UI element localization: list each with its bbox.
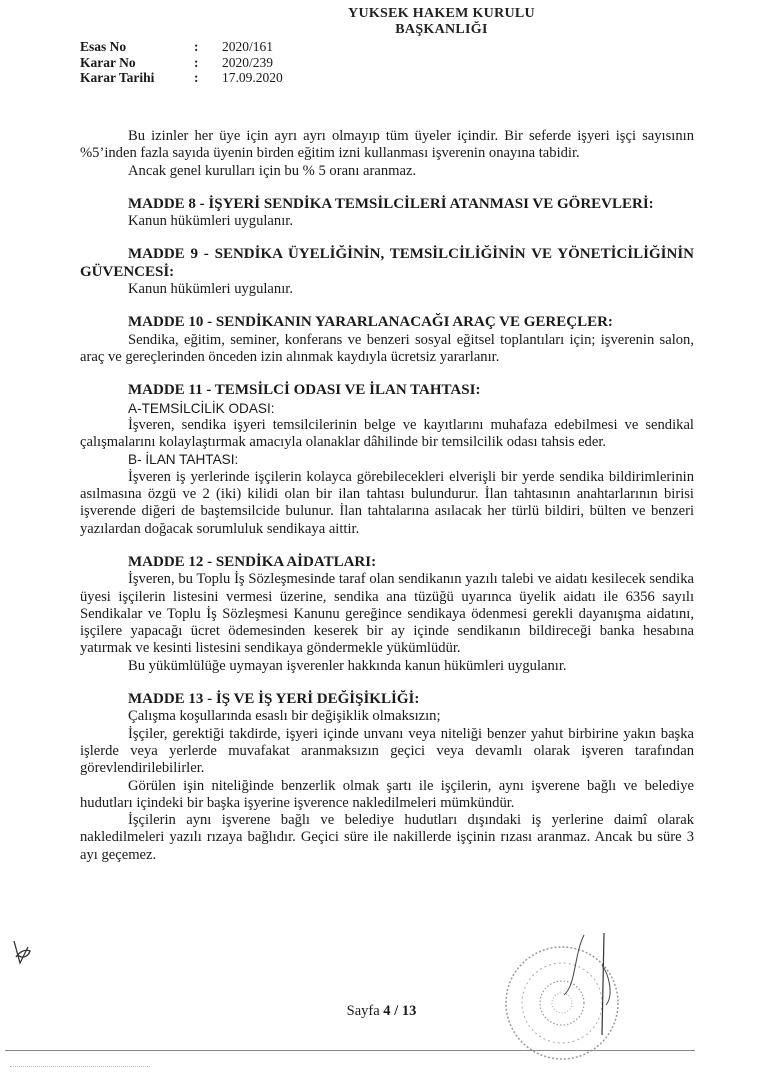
meta-row-karar xyxy=(80,55,283,71)
case-metadata xyxy=(80,39,283,86)
meta-row-esas xyxy=(80,39,283,55)
meta-colon: : xyxy=(194,54,199,70)
article-13-heading: MADDE 13 - İŞ VE İŞ YERİ DEĞİŞİKLİĞİ: xyxy=(128,691,420,708)
article-12-body-2: Bu yükümlülüğe uymayan işverenler hakkında kanun hükümleri uygulanır. xyxy=(128,657,567,674)
institution-title: YUKSEK HAKEM KURULU xyxy=(348,6,535,21)
document-body xyxy=(80,128,694,864)
article-10-heading: MADDE 10 - SENDİKANIN YARARLANACAĞI ARAÇ VE GEREÇLER: xyxy=(128,314,613,331)
article-9-body: Kanun hükümleri uygulanır. xyxy=(128,281,293,298)
page-label: Sayfa xyxy=(346,1003,380,1019)
article-13-p2: İşçiler, gerektiği takdirde, işyeri içinde unvanı veya niteliği benzer yahut birbirine yakın başka işlerde veya yerlerde muvafakat aranmaksızın geçici veya devamlı olarak işveren tarafından görevlendirilebilirler. xyxy=(80,725,694,777)
handwritten-initials-icon xyxy=(6,937,36,967)
page-number: 4 / 13 xyxy=(383,1003,417,1019)
article-9-heading: MADDE 9 - SENDİKA ÜYELİĞİNİN, TEMSİLCİLİĞİNİN VE YÖNETİCİLİĞİNİN GÜVENCESİ: xyxy=(80,246,694,280)
article-13-p1: Çalışma koşullarında esaslı bir değişiklik olmaksızın; xyxy=(128,708,441,725)
paragraph: Ancak genel kurulları için bu % 5 oranı aranmaz. xyxy=(128,162,417,179)
paragraph: Bu izinler her üye için ayrı ayrı olmayıp tüm üyeler içindir. Bir seferde işyeri işçi sayısının %5’inden fazla sayıda üyenin birden eğitim izni kullanması işverenin onayına tabidir. xyxy=(80,128,694,162)
footer-divider xyxy=(5,1050,695,1051)
article-11-heading: MADDE 11 - TEMSİLCİ ODASI VE İLAN TAHTASI: xyxy=(128,382,481,399)
institution-subtitle: BAŞKANLIĞI xyxy=(395,22,488,37)
article-11-a-body: İşveren, sendika işyeri temsilcilerinin belge ve kayıtlarını muhafaza edebilmesi ve sendikal çalışmalarını kolaylaştırmak amacıyla olanaklar dâhilinde bir temsilcilik odası tahsis eder. xyxy=(80,416,694,451)
meta-label: Esas No xyxy=(80,39,127,54)
meta-value: 2020/161 xyxy=(222,39,274,54)
meta-label: Karar No xyxy=(80,54,136,70)
meta-value: 2020/239 xyxy=(222,54,274,70)
article-13-p4: İşçilerin aynı işverene bağlı ve belediye hudutları dışındaki iş yerlerine daimî olarak nakledilmeleri yazılı rızaya bağlıdır. Geçici süre ile nakillerde işçinin rızası aranmaz. Ancak bu süre 3 ayı geçemez. xyxy=(80,812,694,863)
meta-colon: : xyxy=(194,39,199,54)
article-13-p3: Görülen işin niteliğinde benzerlik olmak şartı ile işçilerin, aynı işverene bağlı ve belediye hudutları içindeki bir başka işyerine işverence nakledilmeleri mümkündür. xyxy=(80,777,694,811)
page-footer xyxy=(0,1003,763,1020)
meta-colon: : xyxy=(194,70,199,85)
article-11-a-title: A-TEMSİLCİLİK ODASI: xyxy=(128,400,275,416)
meta-row-tarih xyxy=(80,70,283,86)
article-12-heading: MADDE 12 - SENDİKA AİDATLARI: xyxy=(128,553,377,570)
meta-label: Karar Tarihi xyxy=(80,70,155,85)
official-stamp-icon xyxy=(484,925,634,1060)
article-11-b-title: B- İLAN TAHTASI: xyxy=(128,452,239,468)
scan-artifact-divider xyxy=(10,1066,150,1067)
article-10-body: Sendika, eğitim, seminer, konferans ve benzeri sosyal eğitsel toplantıları için; işverenin salon, araç ve gereçlerinden önceden izin alınmak kaydıyla ücretsiz yararlanır. xyxy=(80,331,694,365)
article-11-b-body: İşveren iş yerlerinde işçilerin kolayca görebilecekleri elverişli bir yerde sendika bildirimlerinin asılmasına özgü ve 2 (iki) kilidi olan bir ilan tahtası bulundurur. İlan tahtasının anahtarlarının birisi işverende diğeri de baştemsilcide bulunur. İlan tahtalarına asılacak her türlü bildiri, bülten ve benzeri yazılardan doğacak sorumluluk sendikaya aittir. xyxy=(80,468,694,537)
article-12-body: İşveren, bu Toplu İş Sözleşmesinde taraf olan sendikanın yazılı talebi ve aidatı kesilecek sendika üyesi işçilerin listesini vermesi üzerine, sendika ana tüzüğü uyarınca üyelik aidatı ile 6356 sayılı Sendikalar ve Toplu İş Sözleşmesi Kanunu gereğince sendikaya ödenmesi gerekli dayanışma aidatını, işçilere yapacağı ücret ödemesinden keserek bir ay içinde sendikanın bildireceği banka hesabına yatırmak ve kesinti listesini sendikaya göndermekle yükümlüdür. xyxy=(80,571,694,657)
article-8-heading: MADDE 8 - İŞYERİ SENDİKA TEMSİLCİLERİ ATANMASI VE GÖREVLERİ: xyxy=(128,195,654,212)
article-8-body: Kanun hükümleri uygulanır. xyxy=(128,213,293,230)
meta-value: 17.09.2020 xyxy=(222,70,283,85)
